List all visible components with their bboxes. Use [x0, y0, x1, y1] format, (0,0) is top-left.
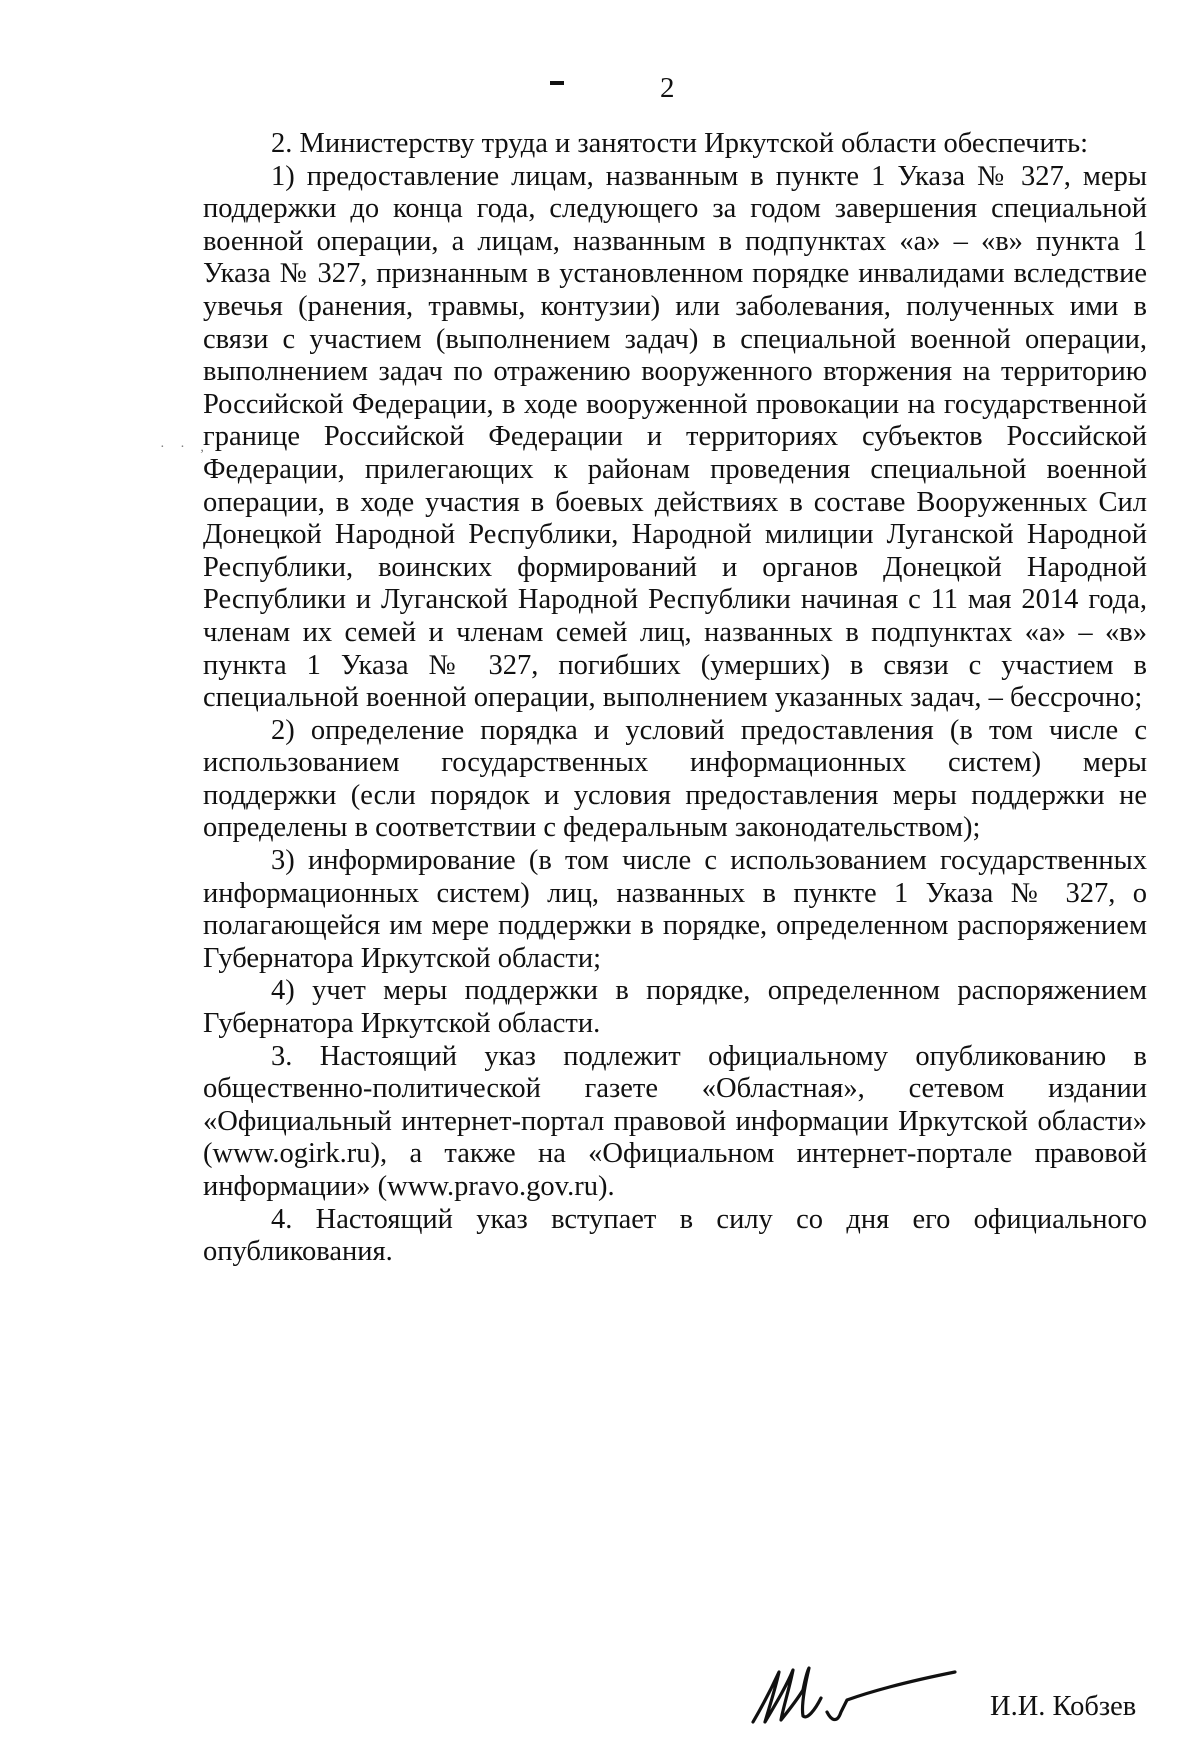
signatory-name: И.И. Кобзев	[990, 1691, 1137, 1722]
scan-artifact-dots: · · ,	[160, 440, 210, 455]
paragraph-2-1: 1) предоставление лицам, названным в пункте 1 Указа № 327, меры поддержки до конца года, следующего за годом завершения специальной военной операции, а лицам, названным в подпунктах «а» – «в» пункта 1 Указа № 327, признанным в установленном порядке инвалидами вследствие увечья (ранения, травмы, контузии) или заболевания, полученных ими в связи с участием (выполнением задач) в специальной военной операции, выполнением задач по отражению вооруженного вторжения на территорию Российской Федерации, в ходе вооруженной провокации на государственной границе Российской Федерации и территориях субъектов Российской Федерации, прилегающих к районам проведения специальной военной операции, в ходе участия в боевых действиях в составе Вооруженных Сил Донецкой Народной Республики, Народной милиции Луганской Народной Республики, воинских формирований и органов Донецкой Народной Республики и Луганской Народной Республики начиная с 11 мая 2014 года, членам их семей и членам семей лиц, названных в подпунктах «а» – «в» пункта 1 Указа № 327, погибших (умерших) в связи с участием в специальной военной операции, выполнением указанных задач, – бессрочно;	[203, 160, 1147, 714]
paragraph-2-2: 2) определение порядка и условий предоставления (в том числе с использованием государственных информационных систем) меры поддержки (если порядок и условия предоставления меры поддержки не определены в соответствии с федеральным законодательством);	[203, 714, 1147, 844]
document-body	[203, 128, 1147, 1269]
paragraph-4: 4. Настоящий указ вступает в силу со дня его официального опубликования.	[203, 1203, 1147, 1268]
paragraph-3: 3. Настоящий указ подлежит официальному опубликованию в общественно-политической газете «Областная», сетевом издании «Официальный интернет-портал правовой информации Иркутской области» (www.ogirk.ru), а также на «Официальном интернет-портале правовой информации» (www.pravo.gov.ru).	[203, 1040, 1147, 1202]
handwritten-signature	[745, 1650, 965, 1750]
page-number: 2	[660, 72, 675, 104]
paragraph-2: 2. Министерству труда и занятости Иркутской области обеспечить:	[271, 128, 1089, 159]
page-dash-mark	[550, 81, 564, 85]
paragraph-2-4: 4) учет меры поддержки в порядке, определенном распоряжением Губернатора Иркутской области.	[203, 975, 1147, 1040]
paragraph-2-3: 3) информирование (в том числе с использованием государственных информационных систем) лиц, названных в пункте 1 Указа № 327, о полагающейся им мере поддержки в порядке, определенном распоряжением Губернатора Иркутской области;	[203, 845, 1147, 974]
